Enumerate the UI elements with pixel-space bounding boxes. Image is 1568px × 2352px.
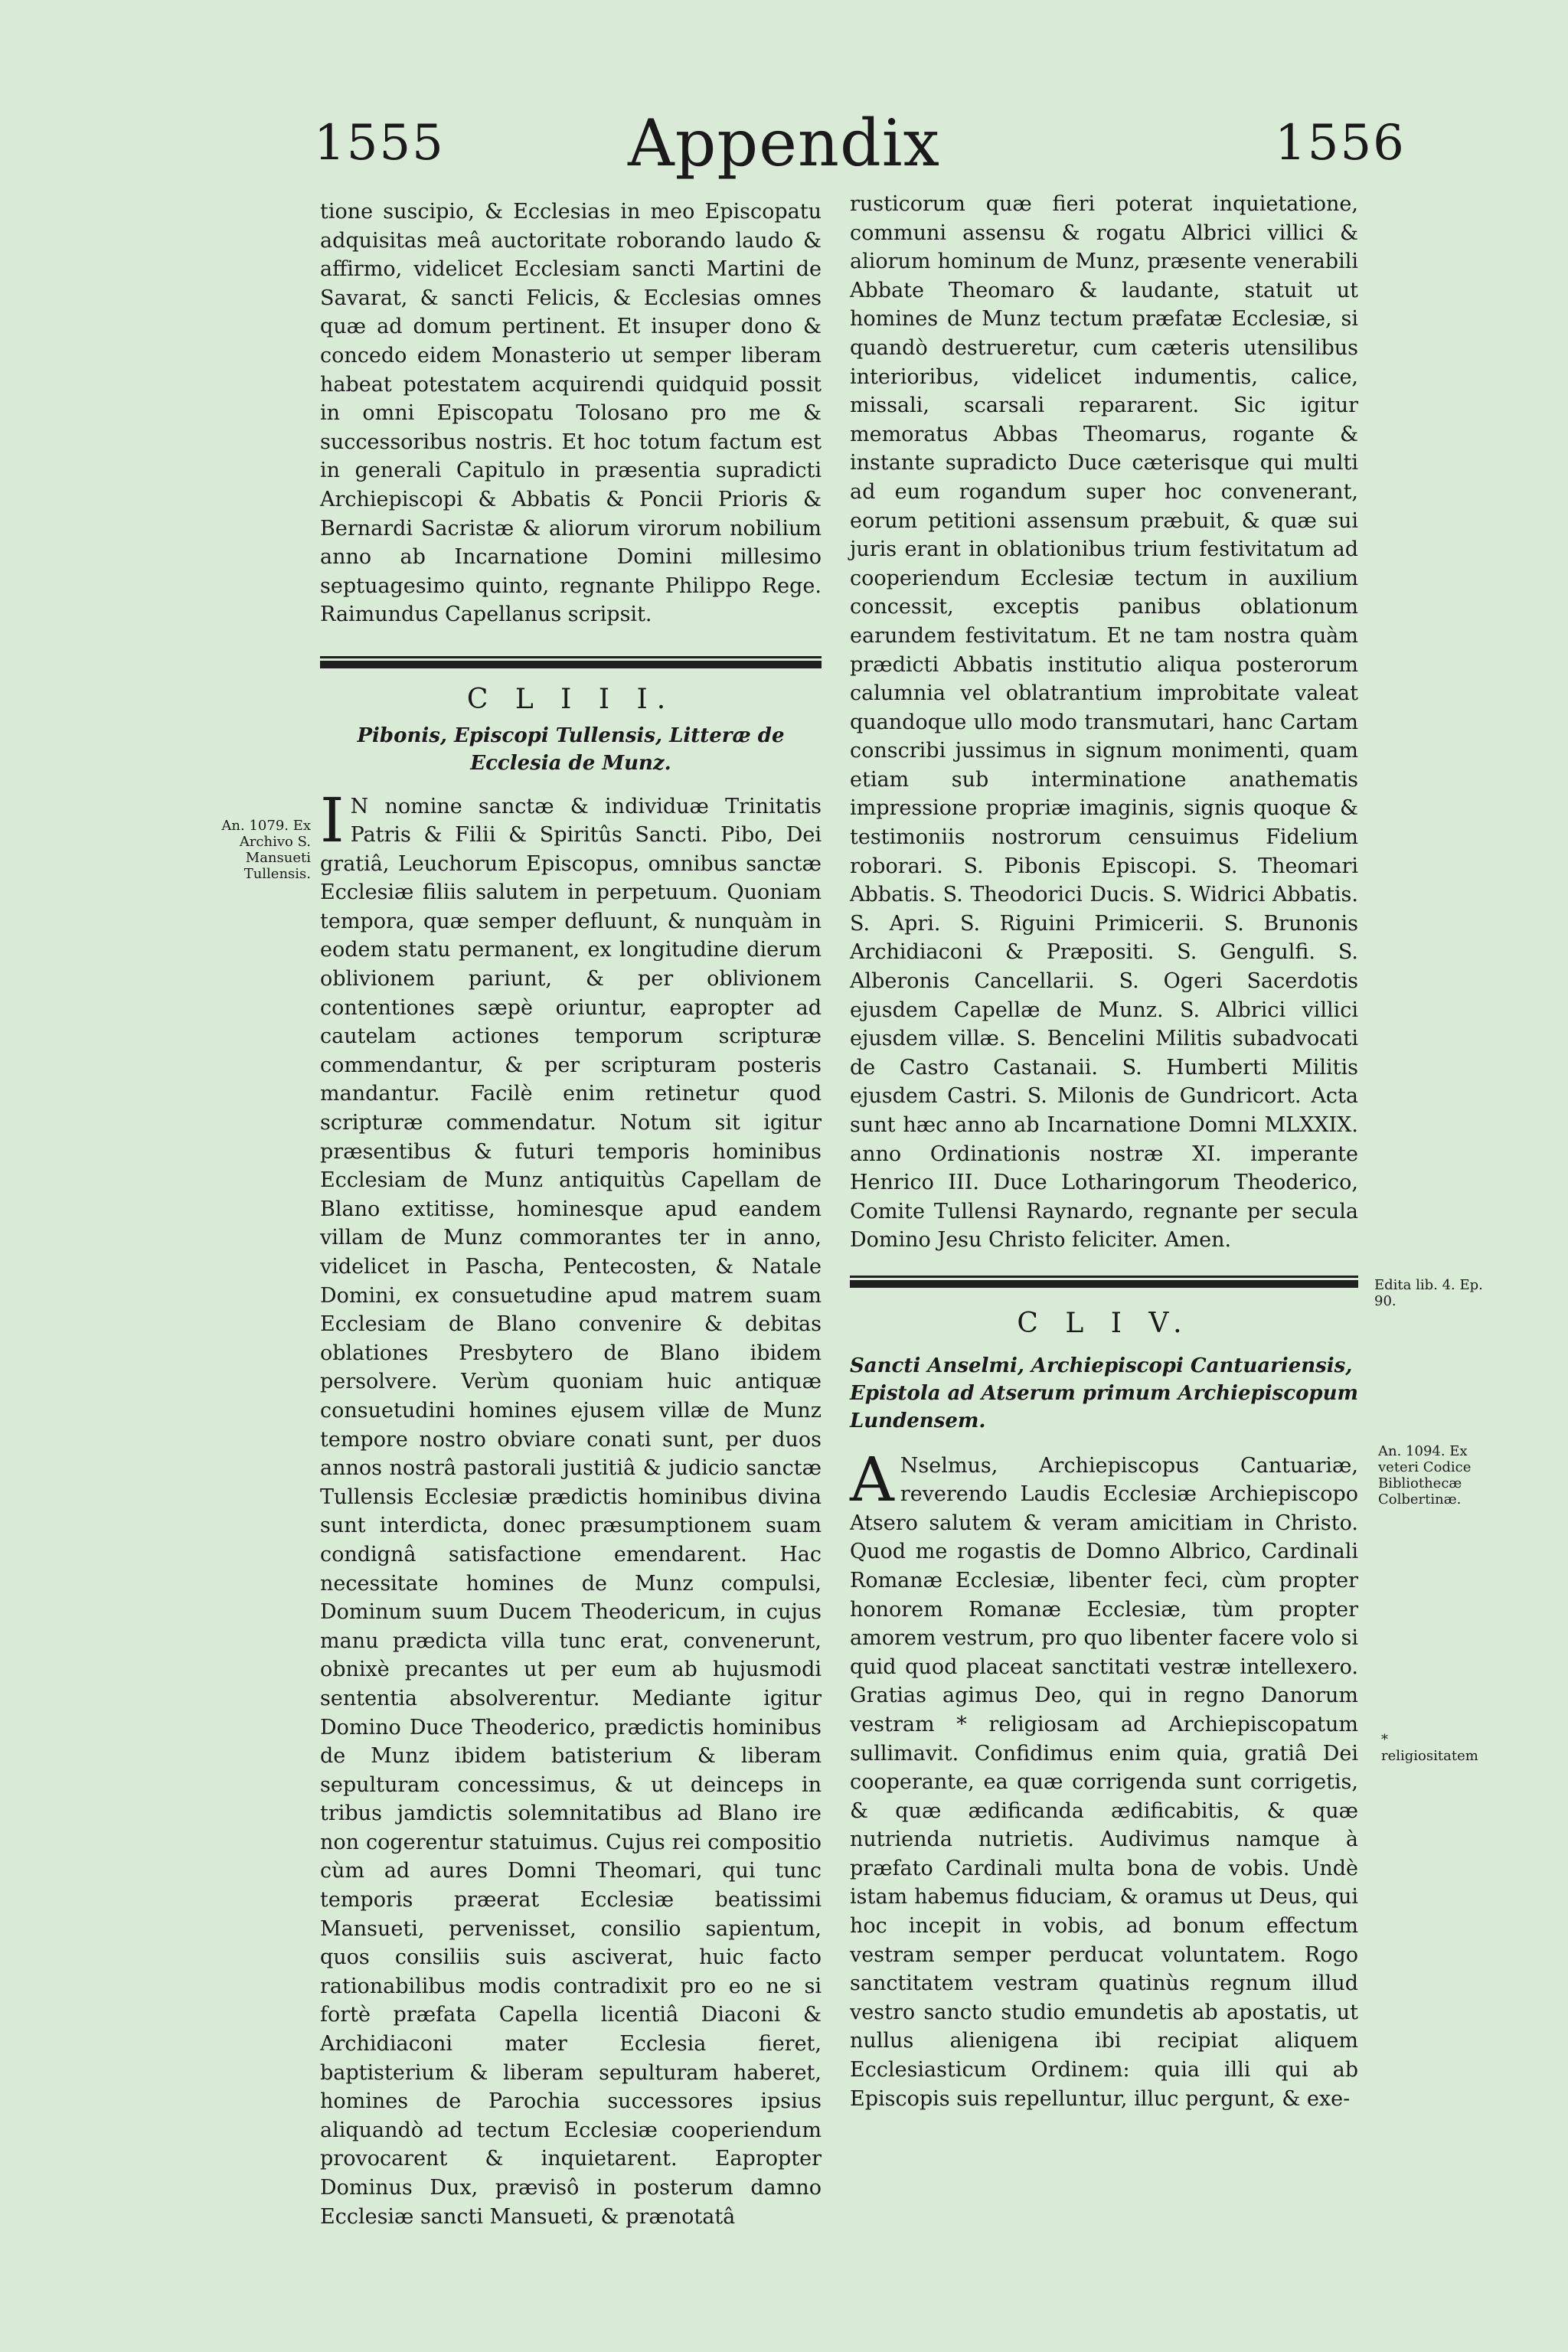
section-divider (320, 658, 822, 668)
left-column (320, 198, 822, 2231)
drop-cap-letter: I (320, 784, 345, 856)
right-column (850, 190, 1358, 2113)
margin-note-right-source: An. 1094. Ex veteri Codice Bibliothecæ Colbertinæ. (1378, 1443, 1472, 1508)
right-continuation-text: rusticorum quæ fieri poterat inquietatione, communi assensu & rogatu Albrici villici & aliorum hominum de Munz, præsente venerabili Abbate Theomaro & laudante, statuit ut homines de Munz tectum præfatæ Ecclesiæ, si quandò destrueretur, cum cæteris utensilibus interioribus, videlicet indumentis, calice, missali, scarsali repararent. Sic igitur memoratus Abbas Theomarus, rogante & instante supradicto Duce cæterisque qui multi ad eum rogandum super hoc convenerant, eorum petitioni assensum præbuit, & quæ sui juris erant in oblationibus trium festivitatum ad cooperiendum Ecclesiæ tectum in auxilium concessit, exceptis panibus oblationum earundem festivitatum. Et ne tam nostra quàm prædicti Abbatis institutio aliqua posterorum calumnia vel oblatrantium improbitate valeat quandoque ullo modo transmutari, hanc Cartam conscribi jussimus in signum monimenti, quam etiam sub interminatione anathematis impressione propriæ imaginis, signis quoque & testimoniis nostrorum censuimus Fidelium roborari. S. Pibonis Episcopi. S. Theomari Abbatis. S. Theodorici Ducis. S. Widrici Abbatis. S. Apri. S. Riguini Primicerii. S. Brunonis Archidiaconi & Præpositi. S. Gengulfi. S. Alberonis Cancellarii. S. Ogeri Sacerdotis ejusdem Capellæ de Munz. S. Albrici villici ejusdem villæ. S. Bencelini Militis subadvocati de Castro Castanaii. S. Humberti Militis ejusdem Castri. S. Milonis de Gundricort. Acta sunt hæc anno ab Incarnatione Domni MLXXIX. anno Ordinationis nostræ XI. imperante Henrico III. Duce Lotharingorum Theoderico, Comite Tullensi Raynardo, regnante per secula Domino Jesu Christo feliciter. Amen. (850, 192, 1358, 1253)
section-heading-cliv: C L I V. (1017, 1307, 1191, 1339)
right-page-number: 1556 (1275, 115, 1406, 172)
section-body-text: Nselmus, Archiepiscopus Cantuariæ, reverendo Laudis Ecclesiæ Archiepiscopo Atsero salutem & veram amicitiam in Christo. Quod me rogastis de Domno Albrico, Cardinali Romanæ Ecclesiæ, libenter feci, cùm propter honorem Romanæ Ecclesiæ, tùm propter amorem vestrum, pro quo libenter facere volo si quid quod placeat sanctitati vestræ intellexero. Gratias agimus Deo, qui in regno Danorum vestram * religiosam ad Archiepiscopatum sullimavit. Confidimus enim quia, gratiâ Dei cooperante, ea quæ corrigenda sunt corrigetis, & quæ ædificanda ædificabitis, & quæ nutrienda nutrietis. Audivimus namque à præfato Cardinali multa bona de vobis. Undè istam habemus fiduciam, & oramus ut Deus, qui hoc incepit in vobis, ad bonum effectum vestram semper perducat voluntatem. Rogo sanctitatem vestram quatinùs regnum illud vestro sancto studio emundetis ab apostatis, ut nullus alienigena ibi recipiat aliquem Ecclesiasticum Ordinem: quia illi qui ab Episcopis suis repelluntur, illuc pergunt, & exe- (850, 1453, 1358, 2111)
drop-cap-letter: A (850, 1443, 894, 1515)
section-divider (850, 1278, 1358, 1288)
section-heading-cliii: C L I I I. (466, 683, 675, 715)
margin-note-right-edition: Edita lib. 4. Ep. 90. (1374, 1277, 1483, 1309)
section-title-cliv: Sancti Anselmi, Archiepiscopi Cantuariensis, Epistola ad Atserum primum Archiepiscopum Lundensem. (850, 1354, 1359, 1432)
section-body-cliv (850, 1443, 1358, 2114)
left-page-number: 1555 (314, 115, 445, 172)
margin-note-right-variant: * religiositatem (1381, 1732, 1478, 1764)
section-body-cliii (320, 784, 822, 2232)
left-intro-text: tione suscipio, & Ecclesias in meo Episcopatu adquisitas meâ auctoritate roborando laudo & affirmo, videlicet Ecclesiam sancti Martini de Savarat, & sancti Felicis, & Ecclesias omnes quæ ad domum pertinent. Et insuper dono & concedo eidem Monasterio ut semper liberam habeat potestatem acquirendi quidquid possit in omni Episcopatu Tolosano pro me & successoribus nostris. Et hoc totum factum est in generali Capitulo in præsentia supradicti Archiepiscopi & Abbatis & Poncii Prioris & Bernardi Sacristæ & aliorum virorum nobilium anno ab Incarnatione Domini millesimo septuagesimo quinto, regnante Philippo Rege. Raimundus Capellanus scripsit. (320, 200, 822, 627)
running-title: Appendix (627, 106, 941, 181)
margin-note-left: An. 1079. Ex Archivo S. Mansueti Tullensis. (221, 818, 311, 882)
section-body-text: N nomine sanctæ & individuæ Trinitatis Patris & Filii & Spiritûs Sancti. Pibo, Dei gratiâ, Leuchorum Episcopus, omnibus sanctæ Ecclesiæ filiis salutem in perpetuum. Quoniam tempora, quæ semper defluunt, & nunquàm in eodem statu permanent, ex longitudine dierum oblivionem pariunt, & per oblivionem contentiones sæpè oriuntur, eapropter ad cautelam actiones temporum scripturæ commendantur, & per scripturam posteris mandantur. Facilè enim retinetur quod scripturæ commendatur. Notum sit igitur præsentibus & futuri temporis hominibus Ecclesiam de Munz antiquitùs Capellam de Blano extitisse, hominesque apud eandem villam de Munz commorantes ter in anno, videlicet in Pascha, Pentecosten, & Natale Domini, ex consuetudine apud matrem suam Ecclesiam de Blano convenire & debitas oblationes Presbytero de Blano ibidem persolvere. Verùm quoniam huic antiquæ consuetudini homines ejusem villæ de Munz tempore nostro obviare conati sunt, per duos annos nostrâ pastorali justitiâ & judicio sanctæ Tullensis Ecclesiæ prædictis hominibus divina sunt interdicta, donec præsumptionem suam condignâ satisfactione emendarent. Hac necessitate homines de Munz compulsi, Dominum suum Ducem Theodericum, in cujus manu prædicta villa tunc erat, convenerunt, obnixè precantes ut per eum ab hujusmodi sententia absolverentur. Mediante igitur Domino Duce Theoderico, prædictis hominibus de Munz ibidem batisterium & liberam sepulturam concessimus, & ut deinceps in tribus jamdictis solemnitatibus ad Blano ire non cogerentur statuimus. Cujus rei compositio cùm ad aures Domni Theomari, qui tunc temporis præerat Ecclesiæ beatissimi Mansueti, pervenisset, consilio sapientum, quos consiliis suis asciverat, huic facto rationabilibus modis contradixit pro eo ne si fortè præfata Capella licentiâ Diaconi & Archidiaconi mater Ecclesia fieret, baptisterium & liberam sepulturam haberet, homines de Parochia successores ipsius aliquandò ad tectum Ecclesiæ cooperiendum provocarent & inquietarent. Eapropter Dominus Dux, prævisô in posterum damno Ecclesiæ sancti Mansueti, & prænotatâ (320, 794, 822, 2229)
section-title-cliii: Pibonis, Episcopi Tullensis, Litteræ de Ecclesia de Munz. (357, 724, 785, 775)
